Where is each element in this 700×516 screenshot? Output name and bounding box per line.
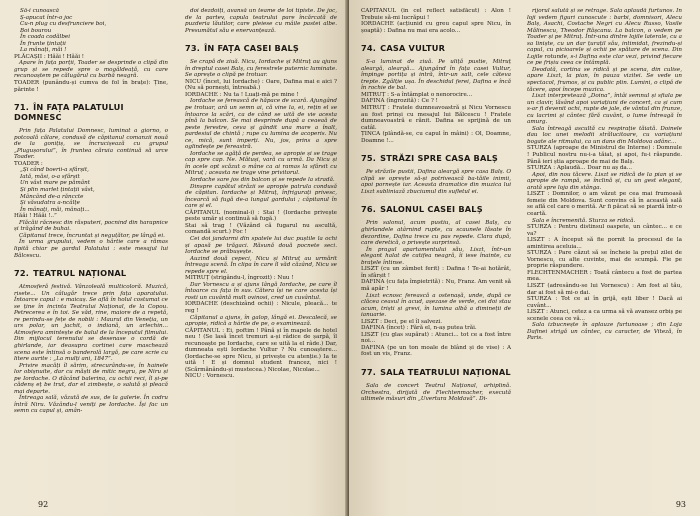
verse-line: Mâncând de-a rănccte [20, 193, 84, 200]
stage-direction: rijorul salută și se retrage. Sala aplaudă furtunos. În loji vedem figuri cunoscute : barbi, domnisori, Alecu Balș, Asachi, Costache Negri cu Alecu Russo, Vasile Mălinescu, Theodor Rășcanu. La balcon, o vedem pe Toader și pe Mitruț. Într-una dintre lojile laterale, cu a sa liniște, cu un dar țurațil său, intimidat, frezindu-și capul, cu picioarele și ochii pe spătare de scena. Din Lojile rotunde, s-i Dafina este clar vezi, privind fiecare ce pe frișiu ceea ce întâmplă. [527, 8, 682, 67]
verse-line: În frunte țintații [20, 40, 66, 47]
dialogue-line: STURZA : Pentru distinsul oaspete, un cântec... e ce va? [527, 224, 682, 237]
verse-line: În mânați, măi, mânați... [20, 206, 90, 213]
scene-heading [361, 367, 511, 377]
stage-direction: Prin fața Palatului Domnesc, luminat a giorno, o potcoală călare, condusă de căpitanul comanzii nouă de la gonițiș, se încrucișează cu grupul „Plugușorului”, în fruntea căruia continuă să urce Toader. [14, 128, 168, 161]
stage-direction: Liszt interpretează „Doina”, întâi semnul și sfiala pe un clavir, lăsând apoi variațiuni de concert, ca și cum s-ar fi devenit ochi, rupte de jale, de vântul din frunze, cu lacrimi și cântec fără cuvânt, o lume întreagă în amurg. [527, 93, 682, 126]
dialogue-line: CĂPITANUL : Ei, poftim ! Până și în mapele de hotel neu ! (Se lasă încet tremuri a-și râdice de șarpă, îl recunoaște pe Iordache, care se uită la el râde.) Dar, dumneata ești Iordache Vultur ? Nu cunoaștere... (Iordache-se spre Nicu, și privește cu atenție.) Ia te uită ! E și domnul student francez, nici ! (Scărmănându-și mustecea.) Nicolae, Nicolae... [185, 327, 337, 373]
dialogue-line: CĂPITANUL (nominal-i) : Stai ! (Iordache privește peste umăr și continuă să fugă.) [185, 209, 337, 223]
dialogue-line: CĂPITANUL (în cel reflect satisfăcut) : Alon ! Trebuie să-mi lucrăpui ! [361, 8, 511, 21]
scene-heading [361, 43, 511, 53]
stage-direction: Cei doi jandarmi din spatele lui duc puștile la ochi și apasă pe trăgaci. Răsună două pocnete seci. Iordache se prăbușește. [185, 235, 337, 256]
stage-direction: Sala de concert Teatrul Național, arhiplină. Orchestra, dirijată de Flechtenmacher, execută ultimele măsuri din „Uvertura Moldavă”. Di- [361, 382, 511, 403]
right-page-column-2 [527, 8, 682, 493]
dialogue-line: STURZA : Tot ce ai în grijă, ești liber ! Dacă ai cuvânt... [527, 296, 682, 309]
stage-direction: S-a luminat de ziuă. Pe uliță pustie, Mitruț aleargă, aleargă... Ajungând în fața casei Vultur, împinge portița și intră, într-un salt, cele câteva trepte. Zgâlție ușa. În deschidul ferei, Dafina e încă în rochie de bal. [361, 59, 511, 92]
verse-line: La mânați, măi ! [20, 47, 67, 54]
dialogue-line: NICU (încet, lui Iordache) : Oare, Dafina mai e aici ? (Nu să pornești, întreabă.) [185, 78, 337, 92]
dialogue-line: IORDACHE (deschizând ochii) : Nicule, pleacă... te reg ! [185, 301, 337, 314]
scene-number: 73. [185, 43, 201, 54]
verse-line: Cu-n plug cu desfrunciere boi, [20, 21, 107, 28]
scene-title: SALA TEATRULUI NAȚIONAL [380, 366, 511, 377]
left-page-column-2 [185, 8, 337, 493]
stage-direction: Prin salonul, acum pustiu, al casei Balș, cu ghirlandele atârnind rupte, cu scaunele lăsate în dezordine, Dafina trece cu pas repede. Clara după, care deretică, o privește surprinsă. [361, 220, 511, 247]
scene-title: ÎN FAȚA CASEI BALȘ [204, 43, 300, 54]
scene-heading [14, 102, 168, 122]
scene-title: TEATRUL NAȚIONAL [33, 268, 127, 279]
dialogue-line: STURZA (aproape de Ministrul de Interne) : Domnule ! Publicul nostru nu-i-a tăiat, și apoi, fu-i răspunde. Până ieri știa aproape de mai de Balș. [527, 145, 682, 165]
verse-line: Un vâst mare pe pământ [20, 180, 90, 187]
stage-direction: doi dezdoiți, avansă un teame de loi tipiste. De joc, de la partev, capula teatrului pare încărcată de puzderia lăutilor, care pleiese cu mâile pastei albe. Presumătul său e enervanțează. [185, 8, 337, 34]
stage-direction: Căpitanul a ajuns, în galop, lângă ei. Descalecă, se apropie, ridică a hârtie de pe, o examinează. [185, 314, 337, 328]
stage-direction: Liszt ecnosc ferească a ostenașă, unde, după ce clăcea ceasul în acud, așezase de verde, cei doi stau acum, triști și grevi, în lumina albă a dimineții de ianuarie. [361, 292, 511, 319]
dialogue-line: LISZT : Atunci, cetez a ca urma să vă avansez orbiș pe scenele ceea ce vă... [527, 309, 682, 322]
stage-direction: Deodată, cortina se ridică și pe scena, din culise, apare Liszt, la pian, în pauza vizitei. Se vede un spectacol, frumos, și cu public plin. Lumini, o clipă de tăcere, apoi începe muzica. [527, 66, 682, 93]
scene-title: CASA VULTUR [380, 43, 446, 54]
scene-number: 72. [14, 268, 30, 279]
dialogue-line: LISZT (cu un zâmbet ferit) : Dafina ! Te-ai hotărât, în sfârșit ! [361, 266, 511, 279]
scene-title: ÎN FAȚA PALATULUI DOMNESC [14, 102, 124, 123]
dialogue-line: STURZA : Aplaudă... Doar nu aș da... [527, 165, 633, 172]
scene-number: 75. [361, 153, 377, 164]
verse-line: Și văsudatra a-ncâlțe [20, 200, 80, 207]
scene-number: 76. [361, 204, 377, 215]
scene-heading [361, 204, 511, 214]
verse-line: În coada codălbei [20, 34, 71, 41]
stage-direction: Privire macăți îl sărim, strecurându-se, în hainele lor obișnuite, dar cu măști de mitic negru, pe Niru și pe Iordache. O dâcând balerina, cu ochii reci, îl și-pe cădenș eț be trut, dar el zimbește, o salută și pleacă mai departe. [14, 362, 168, 395]
scene-heading [361, 153, 511, 163]
dialogue-line: LISZT : Domnilor, o am văzut pe cea mai frumoasă femeie din Moldova. Sunt convins că în această sală se află cel care o merită. Ar fi păcat să se piardă într-o ceartă. [527, 191, 682, 217]
dialogue-line: MITRUȚ : Fratele dumneavoastră și Nicu Vornescu au fost prinși cu mesajul lui Bălcescu ! Fratele dumneavoastră e rănit. Dafina se sprijină de un catâl. [361, 105, 511, 131]
scene-title: SALONUL CASEI BALȘ [380, 204, 483, 215]
dialogue-line: PLĂCAȘII : Hăăi ! Hăăi ! [14, 53, 85, 60]
stage-direction: Căpitanul trece, încruntat și neguțător, pe lângă ei. [19, 232, 165, 239]
stage-direction: Sala e încremenită. Sturza se ridică. [532, 217, 636, 224]
dialogue-line: TOADER : [14, 160, 43, 167]
stage-direction: Apoi, din nou tăcere. Liszt se ridică de la pian și se apropie de rampă, se înclină și, cu un gest elegant, arată spre loja din stânga. [527, 171, 682, 191]
dialogue-line: NICU : Vornescu. [185, 373, 235, 380]
dialogue-line: STURZA : Pare căzut să se încheie la prețul zilei de Vornescu, cu alte cuvinte, mai de scumpă. Fie pe proprie răspundere. [527, 250, 682, 270]
stage-direction: În urma grupului, vedem o hârtie care a rămas lipită chiar pe gardul Palatului : este mesajul lui Bălcescu. [14, 239, 168, 259]
stage-direction: În pragul apartamentului său, Liszt, într-un elegant halat de catifea neagră, îi iese înainte, cu brațele întinse. [361, 246, 511, 266]
stage-direction: Dinspre capătul străzii se apropie patrula condusă de căpitan. Iordache și Mitruț, înfrigurați privesc, încearcă să fugă de-a lungul gardului ; căpitanul în care și el. [185, 183, 337, 210]
stage-direction: Auzind două cepeci, Nicu și Mitruț au urmărit întreaga scenă. În clipa în care îl văd căzând, Nicu se repede spre el. [185, 255, 337, 275]
scene-number: 74. [361, 43, 377, 54]
verse-line: Ș-apucat într-o joc [20, 14, 73, 21]
right-page [349, 0, 700, 516]
stage-direction: Pe străzile pustii, Dafina aleargă spre casa Balș. O clipă se oprește să-și potrivească ba-tăile inimii, apoi pornește iar. Aceasta dramatice din muzica lui Liszt subliniază zbuciumul din sufletul ei. [361, 169, 511, 195]
stage-direction: Iordache sare jos din balcon și se repede la stradă. [190, 177, 335, 184]
stage-direction: Apare în fața porții, Toader se desprinde o clipă din grup și se repede spre o mogâldeață, cu care recunoaștem pe călugărul cu barbă neagră. [14, 60, 168, 80]
dialogue-line: DAFINA (cu fața împietrită) : Nu, Franz. Am venit să mă apăr ! [361, 279, 511, 292]
stage-direction: Atmosferă festivă. Vânzoleală multicoloră. Muzică, risete... Un câlugăr trece prin fața aparatului. Întoarce capul : e maicaș. Se află în holul costumat ce se ține în incinta Teatrului Național, de la Copou. Petrecerea e în toi. Se văd, rine, maiore de a repetă, re perindu-se fețe de nobili : Maurul din Veneția, un urs polar, un jachit, o indiană, un arlechin... Atmosfera amintește de balul de la începutul filmului. Din mijlocul terenului se desenase o cordă de ghirlande, iar deasupra cortinei care maschează scena este întinsă o banderolă largă, pe care scrie cu litere aurite : „La mulți ani, 1847”. [14, 284, 168, 363]
dialogue-line: LISZT : A început să fie pornit la procesul de la amintirea aceluia... [527, 237, 682, 250]
verse-line: Și plin marlet țintații vâst, [20, 187, 95, 194]
stage-direction: Sala întreagă ascultă cu respirație tăiată. Doinele dau loc unei melodii strălucitoare, cu variațiuni bogate ale ritmului, ca un dans din Moldova adânc... [527, 125, 682, 145]
stage-direction: Întreaga sală, văzută de sus, de la galerie. În codru întră Niru. Văzându-l veniți pe Iordache. Își fac un semn cu capul și, amân- [14, 395, 168, 415]
dialogue-line: LISZT (cu glas supărat) : Atunci... tot ce a fost între noi... [361, 331, 511, 345]
dialogue-line: DAFINA (îngrozită) : Ce ? ! [361, 98, 438, 105]
left-page-column-1 [14, 8, 168, 493]
verse-line: Boi bourou [20, 27, 52, 34]
scene-number: 77. [361, 366, 377, 377]
dialogue-line: IORDACHE (acțiunid cu greu capul spre Nicu, în șoaptă) : Dafina nu mai era acolo... [361, 21, 511, 34]
left-page [0, 0, 348, 516]
verse-line: Iată, măsi, o-a sfârșit [20, 173, 80, 180]
stage-direction: Dar Vornescu a și ajuns lângă Iordache, pe care îl întoarce cu fața în sus. Cătera își ne care acesta își rosti un cuvântă mult ovinosi, cred un cuvântul. [185, 281, 337, 301]
stage-direction: Se crapă de ziuă. Nicu, Iordache și Mitruț au ajuns în dreptul casei Balș, cu ferestrele puternic luminate. Se aprește o clipă pe trotuar. [185, 59, 337, 79]
page-number-right: 93 [675, 500, 686, 509]
scene-heading [185, 43, 337, 53]
right-page-column-1 [361, 8, 511, 493]
scene-heading [14, 268, 168, 278]
page-number-left: 92 [38, 500, 49, 509]
dialogue-line: TOADER (punându-și cumva de fol în brațe): Ține, părinte ! [14, 80, 168, 93]
verse-line: Să-i cunoască [20, 8, 60, 14]
dialogue-line: DAFINA (încet) : Fără el, n-aș putea trăi. [361, 325, 477, 332]
dialogue-line: Stai să trag ! (Văzând că fugarul nu ascultă, comandă scurt.) Foc ! [185, 222, 337, 236]
scene-title: STRĂZI SPRE CASA BALȘ [380, 153, 499, 164]
stage-direction: Iordache se agăță de perdea, se apropie și se trage cap spre cap. Ne. Mătuși, vară cu urmă. Da Nicu și în acele opt scăzut o mâne ca ai ramas la sfârsit cu Mitruț ; aceasta ne trage vine privitorul. [185, 150, 337, 177]
dialogue-line: LISZT : Deci, pe el îl salvezi. [361, 318, 442, 325]
stage-direction: Sala izbucnește în aplauze furtunoase ; din Loja Dafinei strigă un cântec, cu caracter, de Viteză, în Paris. [527, 322, 682, 342]
dialogue-line: MITRUȚ (strigându-l, îngrozit) : Nuu ! [185, 275, 294, 282]
dialogue-line: LISZT (adresându-se lui Vornescu) : Am fost al tău, dar ai fost să mi-o dai. [527, 282, 682, 296]
dialogue-line: ȚINCA (plândă-se, cu capul în mâini) : Ol, Doamne, Doamne !... [361, 131, 511, 144]
stage-direction: Iordache se ferească de hăpace de scară. Ajungând pe trotuar, ară un semn ai, că vine la, ei, rețin el se întoarce la scări, ca de când se uită de vie acesta pînă la balcon. Se mai desprinde după a ceaeaă de peste ferestre, ceva și gândit una mare a înalt, pardesiul de chintă ; rupe cu lumina de acoperis. Nu ce, mică, sunt imperți. Nu, jos, prins a spre oglindește pe fereastră. [185, 98, 337, 151]
stage-direction: Flăcăii răcnesc din răsputeri, pocnind din harapnice și trăgând de buhai. [14, 219, 168, 233]
dialogue-line: IORDACHE : Nu ta ! Luați-mă pe mine ! [185, 91, 299, 98]
scene-number: 71. [14, 102, 30, 113]
dialogue-line: MITRUȚ : S-a întâmplat o nenorocire... [361, 91, 473, 98]
verse-line: „Și când boerii-a sfârșit, [20, 167, 89, 174]
dialogue-line: DAFINA (pe un ton moale de blând și de vise) : A fost un vis, Franz. [361, 344, 511, 358]
dialogue-line: FLECHTENMACHER : Toată cântecu a fost de partea mea. [527, 269, 682, 283]
dialogue-line: Hăăi ! Hăăi !..” [14, 213, 57, 220]
